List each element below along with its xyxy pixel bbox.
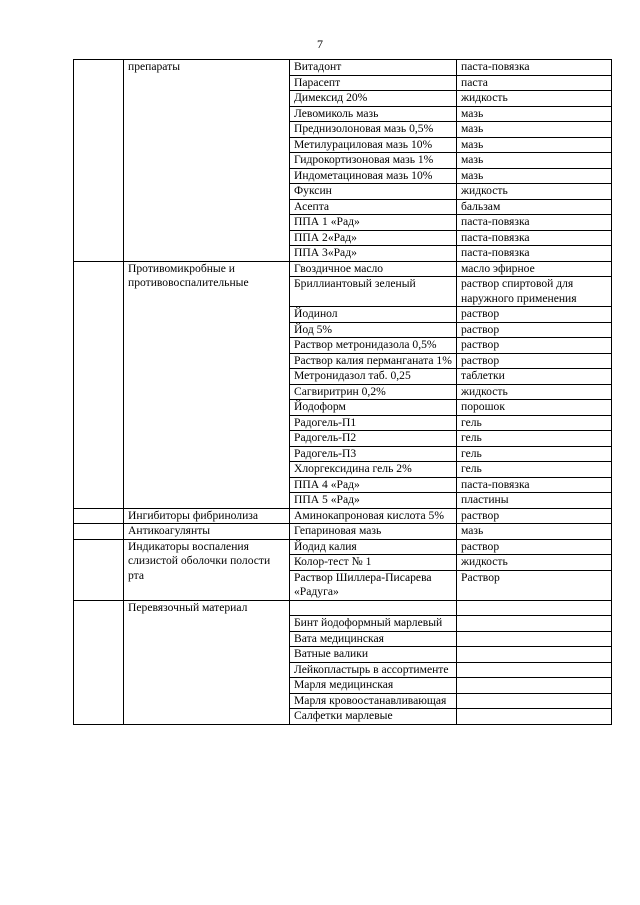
- item-name-cell: Аминокапроновая кислота 5%: [290, 508, 457, 524]
- item-name-cell: ППА 5 «Рад»: [290, 493, 457, 509]
- group-number-cell: [74, 539, 124, 600]
- item-form-cell: [457, 600, 612, 616]
- table-row: [74, 539, 612, 555]
- item-form-cell: раствор: [457, 322, 612, 338]
- item-form-cell: бальзам: [457, 199, 612, 215]
- item-name-cell: Йодоформ: [290, 400, 457, 416]
- item-form-cell: [457, 709, 612, 725]
- item-name-cell: Колор-тест № 1: [290, 555, 457, 571]
- item-form-cell: жидкость: [457, 555, 612, 571]
- group-number-cell: [74, 261, 124, 508]
- table-row: [74, 261, 612, 277]
- group-category-cell: Антикоагулянты: [124, 524, 290, 540]
- item-name-cell: ППА 1 «Рад»: [290, 215, 457, 231]
- table-row: [74, 524, 612, 540]
- item-name-cell: ППА 4 «Рад»: [290, 477, 457, 493]
- item-form-cell: Раствор: [457, 570, 612, 600]
- item-name-cell: Индометациновая мазь 10%: [290, 168, 457, 184]
- item-form-cell: жидкость: [457, 384, 612, 400]
- item-name-cell: Раствор метронидазола 0,5%: [290, 338, 457, 354]
- item-form-cell: мазь: [457, 153, 612, 169]
- item-name-cell: Йодинол: [290, 307, 457, 323]
- item-form-cell: паста: [457, 75, 612, 91]
- item-form-cell: раствор: [457, 338, 612, 354]
- item-form-cell: жидкость: [457, 91, 612, 107]
- item-name-cell: Асепта: [290, 199, 457, 215]
- item-name-cell: Гепариновая мазь: [290, 524, 457, 540]
- item-name-cell: Метронидазол таб. 0,25: [290, 369, 457, 385]
- item-form-cell: [457, 678, 612, 694]
- item-name-cell: Йод 5%: [290, 322, 457, 338]
- group-category-cell: Противомикробные и противовоспалительные: [124, 261, 290, 508]
- item-name-cell: Сагвиритрин 0,2%: [290, 384, 457, 400]
- item-name-cell: Салфетки марлевые: [290, 709, 457, 725]
- item-name-cell: Метилурациловая мазь 10%: [290, 137, 457, 153]
- item-name-cell: Парасепт: [290, 75, 457, 91]
- item-name-cell: Раствор Шиллера-Писарева «Радуга»: [290, 570, 457, 600]
- materials-table-body: [74, 60, 612, 725]
- item-form-cell: гель: [457, 431, 612, 447]
- group-number-cell: [74, 600, 124, 724]
- item-form-cell: мазь: [457, 168, 612, 184]
- item-form-cell: раствор: [457, 353, 612, 369]
- item-name-cell: ППА 2«Рад»: [290, 230, 457, 246]
- item-name-cell: Радогель-П2: [290, 431, 457, 447]
- item-form-cell: мазь: [457, 122, 612, 138]
- item-name-cell: Вата медицинская: [290, 631, 457, 647]
- item-form-cell: мазь: [457, 106, 612, 122]
- item-name-cell: Лейкопластырь в ассортименте: [290, 662, 457, 678]
- table-row: [74, 508, 612, 524]
- page-number: 7: [317, 37, 323, 51]
- item-name-cell: Раствор калия перманганата 1%: [290, 353, 457, 369]
- item-form-cell: порошок: [457, 400, 612, 416]
- item-name-cell: Витадонт: [290, 60, 457, 76]
- item-name-cell: Ватные валики: [290, 647, 457, 663]
- item-name-cell: Левомиколь мазь: [290, 106, 457, 122]
- table-row: [74, 60, 612, 76]
- item-form-cell: жидкость: [457, 184, 612, 200]
- item-form-cell: гель: [457, 446, 612, 462]
- item-name-cell: Гвоздичное масло: [290, 261, 457, 277]
- item-name-cell: Марля кровоостанавливающая: [290, 693, 457, 709]
- item-form-cell: паста-повязка: [457, 215, 612, 231]
- item-form-cell: мазь: [457, 137, 612, 153]
- item-form-cell: [457, 693, 612, 709]
- item-form-cell: гель: [457, 462, 612, 478]
- item-form-cell: раствор: [457, 307, 612, 323]
- item-form-cell: [457, 616, 612, 632]
- item-form-cell: [457, 631, 612, 647]
- item-name-cell: Преднизолоновая мазь 0,5%: [290, 122, 457, 138]
- item-form-cell: раствор: [457, 539, 612, 555]
- item-form-cell: гель: [457, 415, 612, 431]
- item-name-cell: Йодид калия: [290, 539, 457, 555]
- group-category-cell: Перевязочный материал: [124, 600, 290, 724]
- item-name-cell: Гидрокортизоновая мазь 1%: [290, 153, 457, 169]
- table-row: [74, 600, 612, 616]
- item-name-cell: Фуксин: [290, 184, 457, 200]
- item-name-cell: Бинт йодоформный марлевый: [290, 616, 457, 632]
- item-name-cell: Радогель-П1: [290, 415, 457, 431]
- item-name-cell: ППА 3«Рад»: [290, 246, 457, 262]
- group-number-cell: [74, 508, 124, 524]
- item-name-cell: Димексид 20%: [290, 91, 457, 107]
- group-category-cell: препараты: [124, 60, 290, 262]
- item-form-cell: мазь: [457, 524, 612, 540]
- item-form-cell: масло эфирное: [457, 261, 612, 277]
- materials-table: [73, 59, 612, 725]
- item-name-cell: Марля медицинская: [290, 678, 457, 694]
- group-category-cell: Индикаторы воспаления слизистой оболочки полости рта: [124, 539, 290, 600]
- group-number-cell: [74, 60, 124, 262]
- item-name-cell: Хлоргексидина гель 2%: [290, 462, 457, 478]
- item-form-cell: таблетки: [457, 369, 612, 385]
- group-category-cell: Ингибиторы фибринолиза: [124, 508, 290, 524]
- item-name-cell: Радогель-П3: [290, 446, 457, 462]
- item-form-cell: паста-повязка: [457, 230, 612, 246]
- item-form-cell: паста-повязка: [457, 60, 612, 76]
- item-name-cell: [290, 600, 457, 616]
- item-form-cell: [457, 662, 612, 678]
- item-form-cell: паста-повязка: [457, 246, 612, 262]
- item-name-cell: Бриллиантовый зеленый: [290, 277, 457, 307]
- item-form-cell: пластины: [457, 493, 612, 509]
- item-form-cell: [457, 647, 612, 663]
- item-form-cell: раствор: [457, 508, 612, 524]
- group-number-cell: [74, 524, 124, 540]
- item-form-cell: раствор спиртовой для наружного применения: [457, 277, 612, 307]
- item-form-cell: паста-повязка: [457, 477, 612, 493]
